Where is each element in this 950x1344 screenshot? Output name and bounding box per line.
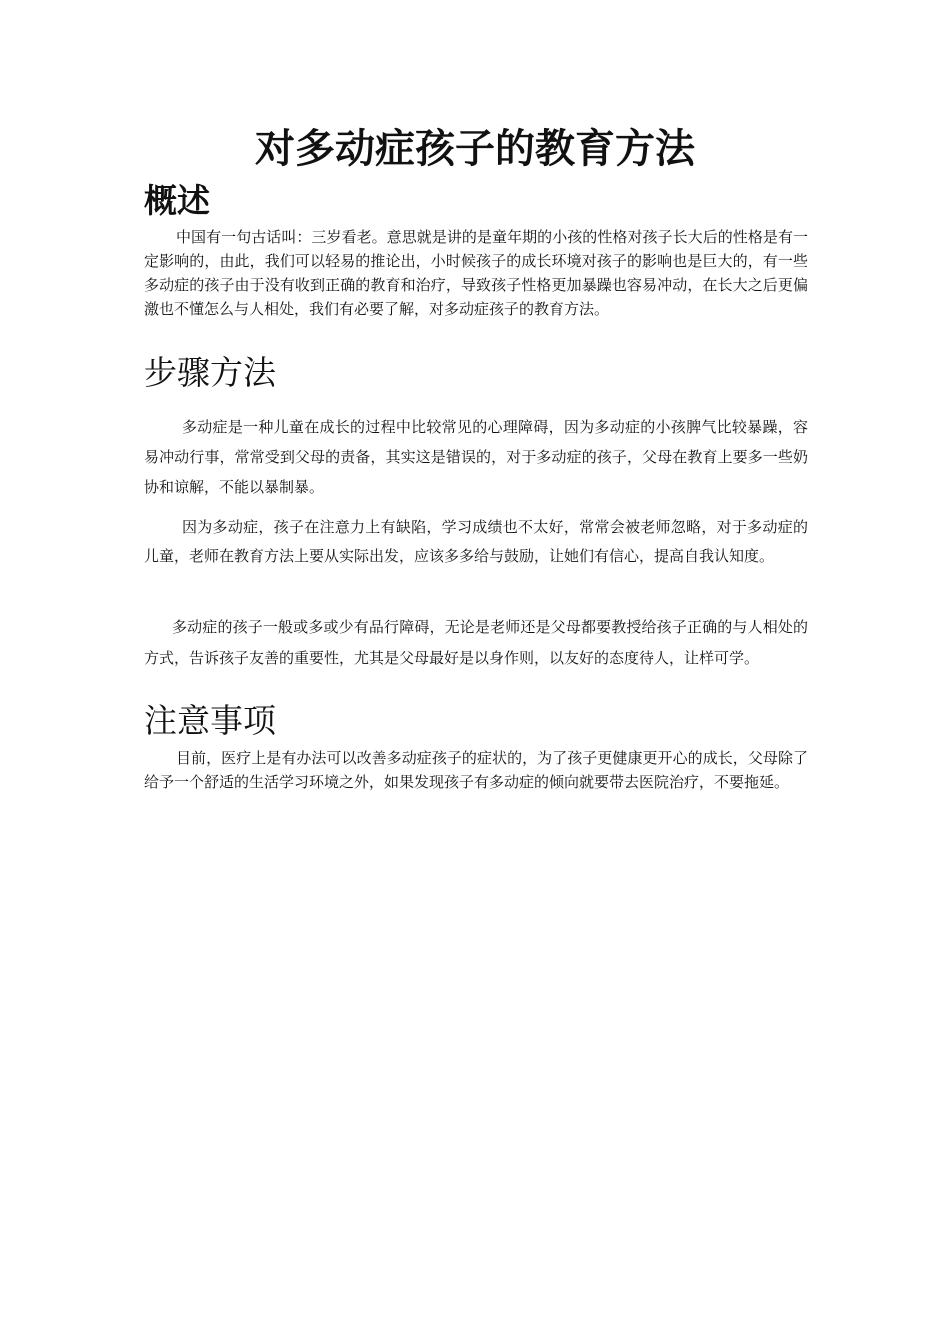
overview-paragraph: 中国有一句古话叫：三岁看老。意思就是讲的是童年期的小孩的性格对孩子长大后的性格是有一定影响的，由此，我们可以轻易的推论出，小时候孩子的成长环境对孩子的影响也是巨大的，有一些多动症的孩子由于没有收到正确的教育和治疗，导致孩子性格更加暴躁也容易冲动，在长大之后更偏激也不懂怎么与人相处，我们有必要了解，对多动症孩子的教育方法。 [144,228,808,318]
section-heading-steps: 步骤方法 [144,353,276,392]
document-title: 对多动症孩子的教育方法 [255,126,695,172]
section-heading-notes: 注意事项 [144,701,276,740]
section-heading-overview: 概述 [144,181,210,220]
steps-paragraph-3: 多动症的孩子一般或多或少有品行障碍，无论是老师还是父母都要教授给孩子正确的与人相处的方式，告诉孩子友善的重要性，尤其是父母最好是以身作则，以友好的态度待人，让样可学。 [144,618,808,667]
steps-paragraph-1: 多动症是一种儿童在成长的过程中比较常见的心理障碍，因为多动症的小孩脾气比较暴躁，容易冲动行事，常常受到父母的责备，其实这是错误的，对于多动症的孩子，父母在教育上要多一些奶协和谅解，不能以暴制暴。 [144,418,808,496]
steps-paragraph-2: 因为多动症，孩子在注意力上有缺陷，学习成绩也不太好，常常会被老师忽略，对于多动症的儿童，老师在教育方法上要从实际出发，应该多多给与鼓励，让她们有信心，提高自我认知度。 [144,518,808,565]
notes-paragraph: 目前，医疗上是有办法可以改善多动症孩子的症状的，为了孩子更健康更开心的成长，父母除了给予一个舒适的生活学习环境之外，如果发现孩子有多动症的倾向就要带去医院治疗，不要拖延。 [144,749,808,791]
